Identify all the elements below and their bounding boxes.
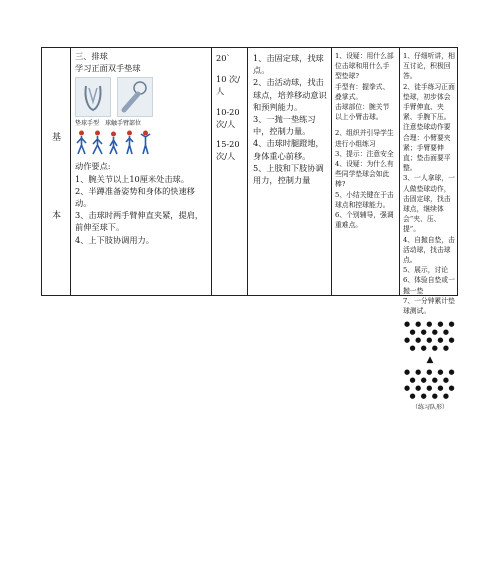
- practice-item-5: 5、上肢和下肢协调用力，控制力量: [253, 162, 324, 186]
- lesson-plan-table: [41, 47, 458, 412]
- content-subtitle: 学习正面双手垫球: [75, 63, 141, 74]
- time-item-2: 10 次/人: [216, 74, 240, 97]
- student-item-3: 3、一人拿球，一人做垫球动作，击固定球，找击球点，继续体会“夹、压、提”。: [403, 174, 455, 234]
- hand-shape-image-icon: [75, 77, 111, 117]
- student-item-5: 5、展示，讨论: [403, 266, 449, 275]
- formation-row-1: ● ● ● ● ● ● ● ● ●: [403, 320, 457, 337]
- formation-caption: （练习队形）: [411, 404, 448, 412]
- practice-formation: [403, 320, 457, 411]
- content-column: [71, 48, 212, 295]
- key-point-4: 4、上下肢协调用力。: [75, 234, 154, 245]
- teacher-item-1: 1、设疑：用什么部位击球和用什么手型垫球?: [335, 52, 394, 81]
- practice-item-1: 1、击固定球，找球点。: [253, 53, 324, 76]
- time-column: [212, 48, 248, 295]
- section-label-top: 基: [51, 133, 61, 143]
- key-point-2: 2、半蹲准备姿势和身体的快速移动。: [75, 185, 195, 209]
- section-label-column: [42, 48, 71, 295]
- practice-item-3: 3、一抛一垫练习中，控制力量。: [253, 114, 316, 137]
- teacher-item-7: 5、小结关键在于击球点和控球能力。: [335, 190, 394, 209]
- practice-item-2: 2、击活动球，找击球点，培养移动意识和预判能力。: [253, 77, 327, 112]
- teacher-item-5: 3、提示：注意安全: [335, 149, 394, 158]
- arm-contact-caption: 球触手臂部位: [105, 120, 142, 128]
- student-item-4: 4、自抛自垫，击活动球，找击球点。: [403, 235, 455, 265]
- teacher-item-3: 击球部位：腕关节以上小臂击球。: [335, 103, 390, 122]
- key-points-title: 动作要点:: [75, 161, 111, 172]
- time-item-1: 20`: [216, 53, 231, 63]
- student-item-1: 1、仔细听讲，相互讨论，积极回答。: [403, 52, 455, 81]
- teacher-column: [332, 48, 400, 295]
- player-figures-icon: [75, 130, 207, 156]
- teacher-item-8: 6、个别辅导，强调重难点。: [335, 211, 394, 230]
- practice-item-4: 4、击球时腿蹬地，身体重心前移。: [253, 138, 324, 161]
- time-item-4: 15-20次/人: [216, 139, 240, 162]
- formation-row-4: ● ● ● ● ● ● ● ● ●: [403, 384, 457, 401]
- practice-column: [248, 48, 332, 295]
- illustration-captions: [75, 118, 207, 127]
- teacher-item-2: 手型有：握拳式、叠掌式。: [335, 82, 390, 101]
- student-item-6: 6、体验自垫或一抛一垫: [403, 276, 455, 295]
- student-item-2: 2、徒手练习正面垫球，初步体会手臂伸直、夹紧、手腕下压。注意垫球动作要合理：小臂要夹紧；手臂要伸直；垫击面要平整。: [403, 82, 455, 173]
- section-label-bottom: 本: [51, 211, 61, 221]
- arm-contact-image-icon: [117, 77, 153, 117]
- student-column: [400, 48, 459, 412]
- key-point-3: 3、击球时两手臂伸直夹紧，提肩，前伸至球下。: [75, 210, 204, 233]
- teacher-triangle-icon: ▲: [426, 355, 434, 366]
- formation-row-2: ● ● ● ● ● ● ● ● ●: [403, 336, 457, 353]
- time-item-3: 10-20次/人: [216, 106, 240, 129]
- illustration-row: [75, 77, 207, 117]
- content-title: 三、排球: [75, 51, 108, 61]
- teacher-item-6: 4、设疑：为什么有些同学垫球会如此棒?: [335, 160, 394, 189]
- teacher-item-4: 2、组织并引导学生进行小组练习: [335, 129, 394, 148]
- hand-shape-caption: 垫球手型: [75, 120, 100, 128]
- formation-row-3: ● ● ● ● ● ● ● ● ●: [403, 368, 457, 385]
- key-point-1: 1、腕关节以上10厘米处击球。: [75, 173, 189, 184]
- student-item-7: 7、一分钟累计垫球测试。: [403, 296, 455, 316]
